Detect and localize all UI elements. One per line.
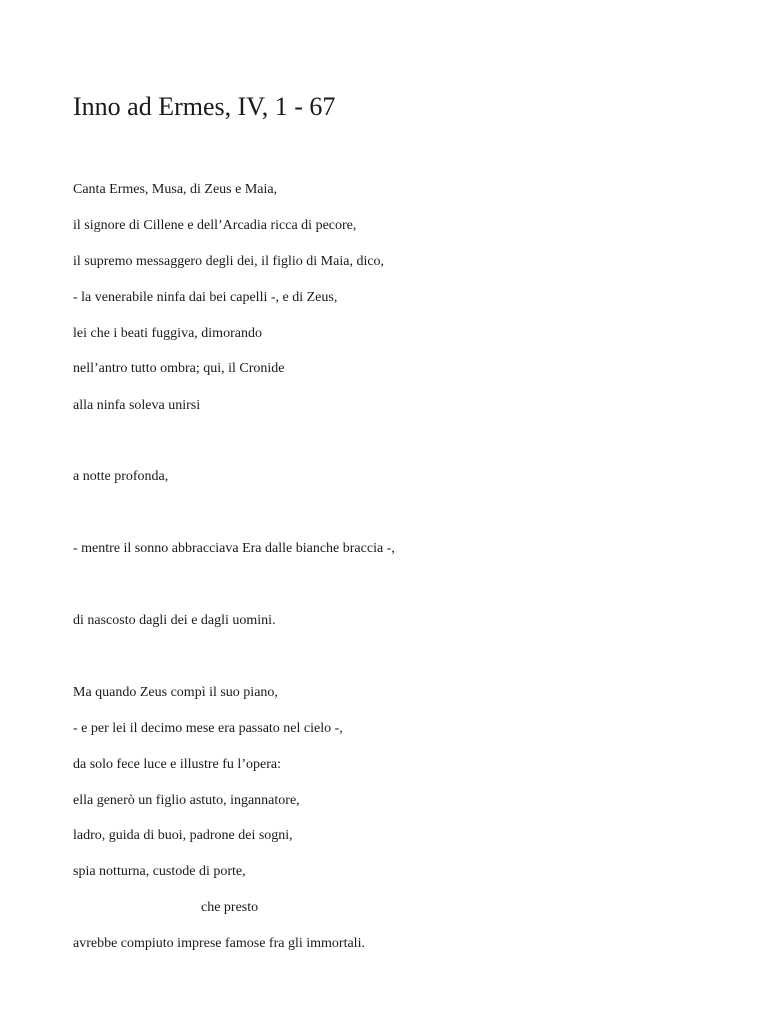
verse-line-3: il supremo messaggero degli dei, il figlio di Maia, dico, — [73, 254, 385, 269]
verse-line-15: ladro, guida di buoi, padrone dei sogni, — [73, 828, 293, 843]
verse-line-4: - la venerabile ninfa dai bei capelli -, e di Zeus, — [73, 290, 338, 305]
verse-line-17: che presto — [201, 900, 259, 915]
verse-line-5: lei che i beati fuggiva, dimorando — [73, 326, 262, 341]
verse-line-8: a notte profonda, — [73, 469, 169, 484]
verse-line-1: Canta Ermes, Musa, di Zeus e Maia, — [73, 182, 278, 197]
verse-line-12: - e per lei il decimo mese era passato nel cielo -, — [73, 721, 343, 736]
verse-line-10: di nascosto dagli dei e dagli uomini. — [73, 613, 276, 628]
verse-line-14: ella generò un figlio astuto, ingannatore, — [73, 793, 300, 808]
verse-line-9: - mentre il sonno abbracciava Era dalle bianche braccia -, — [73, 541, 395, 556]
verse-line-18: avrebbe compiuto imprese famose fra gli immortali. — [73, 936, 365, 951]
verse-line-7: alla ninfa soleva unirsi — [73, 398, 201, 413]
verse-line-13: da solo fece luce e illustre fu l’opera: — [73, 757, 281, 772]
verse-line-16: spia notturna, custode di porte, — [73, 864, 246, 879]
document-title: Inno ad Ermes, IV, 1 - 67 — [73, 92, 336, 121]
verse-line-11: Ma quando Zeus compì il suo piano, — [73, 685, 278, 700]
verse-line-2: il signore di Cillene e dell’Arcadia ricca di pecore, — [73, 218, 357, 233]
verse-line-6: nell’antro tutto ombra; qui, il Cronide — [73, 361, 285, 376]
